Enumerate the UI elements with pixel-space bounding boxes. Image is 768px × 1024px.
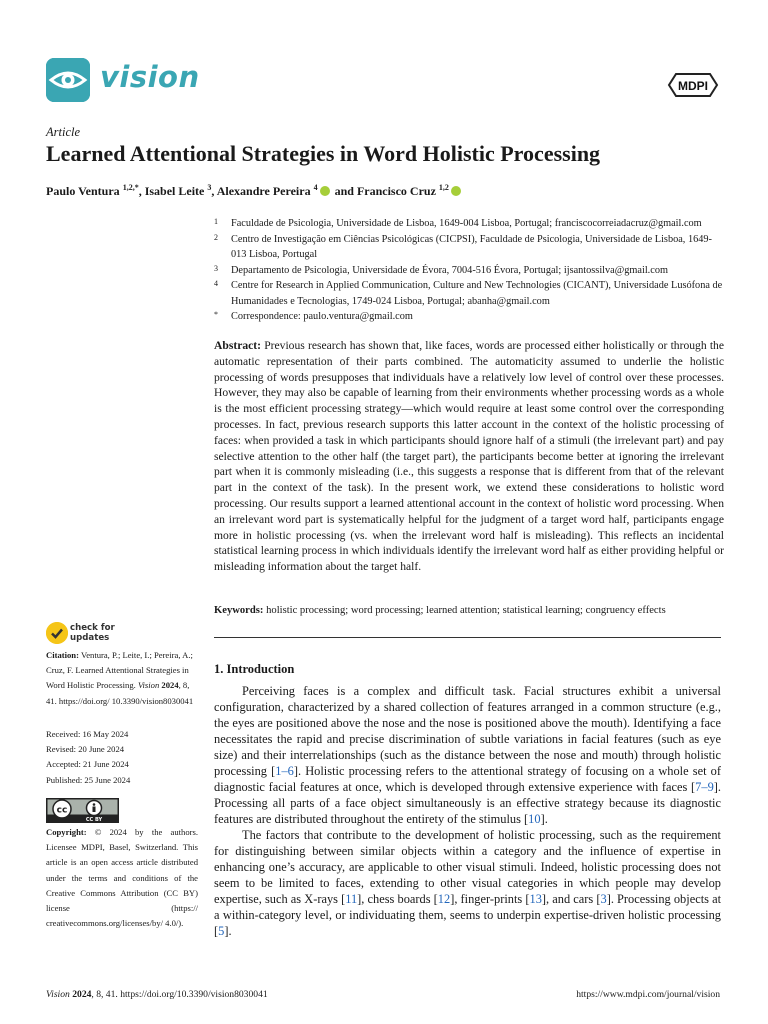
svg-text:MDPI: MDPI [678, 79, 708, 93]
section-divider [214, 637, 721, 638]
affiliation-item [214, 309, 724, 325]
abstract-text: Previous research has shown that, like faces, words are processed either holistically or through the automatic representation of their parts combined. The automaticity assumed to underlie the holistic processing of words presupposes that individuals have a relatively low level of control over these processes. However, they may also be capable of learning from their environments whether processing words as a whole is the most efficient processing strategy—which would require at least some control over the corresponding processes. In fact, previous research supports this latter account in the context of the holistic processing of faces: when provided a task in which participants should ignore half of a stimuli (the irrelevant part) and pay selective attention to the other half (the target part), the participants become better at ignoring the irrelevant part when it is commonly misleading (i.e., this suggests a response that is different from that of the relevant part in the context of the task). In the present work, we extend these considerations to holistic word processing. Our results support a learned attentional account in the context of holistic word processing. When an irrelevant word part is systematically helpful for the judgment of a target word half, participants engage more in holistic processing (vs. when the irrelevant word half is misleading). This reflects an incidental statistical learning process in which individuals identify the irrelevant word half as either providing helpful or misleading information about the target half. [214, 339, 724, 574]
journal-name[interactable]: vision [100, 60, 200, 94]
body-text-segment: ]. Holistic processing refers to the attentional strategy of focusing on a whole set of diagnostic facial features at once, which is developed through extensive experience with faces [ [214, 764, 721, 794]
publication-dates [46, 727, 198, 788]
author-name[interactable]: Isabel Leite [144, 184, 205, 198]
body-text-segment: ], finger-prints [ [450, 892, 530, 906]
body-text-segment: ]. Processing all parts of a face object simultaneously is an effective strategy because its diagnostic features are distributed throughout the entirety of the stimulus [ [214, 780, 721, 826]
body-text-segment: The factors that contribute to the development of holistic processing, such as the requirement for distinguishing between similar objects within a category and the influence of expertise in enhancing one’s accuracy, are applicable to other visual stimuli. Indeed, holistic processing does not seem to be limited to faces, extending to other visual categories in which people may develop expertise, such as X-rays [ [214, 828, 721, 906]
author-affiliation-marker: 1,2,* [122, 183, 139, 192]
affiliation-item [214, 216, 724, 232]
author-affiliation-marker: 3 [207, 183, 212, 192]
author-affiliation-marker: 1,2 [438, 183, 449, 192]
journal-logo-eye-icon [46, 58, 90, 102]
footer-doi-link[interactable]: , 8, 41. https://doi.org/10.3390/vision8030041 [91, 989, 268, 1000]
body-paragraph [214, 683, 721, 827]
publication-date: Published: 25 June 2024 [46, 774, 131, 785]
body-text-segment: ]. [224, 924, 232, 938]
reference-link[interactable]: 3 [600, 892, 607, 906]
body-text-segment: Perceiving faces is a complex and difficult task. Facial structures exhibit a universal configuration, characterized by a shared collection of features arranged in a common structure (e.g., the eyes are positioned above the nose and the nose is positioned above the mouth). Identifying a face necessitates the rapid and precise discrimination of subtle variations in facial features (such as eye size) and their interrelationships (such as the distance between the nose and mouth) through holistic processing [ [214, 684, 721, 778]
keywords-text: holistic processing; word processing; learned attention; statistical learning; congruency effects [266, 605, 666, 616]
reference-link[interactable]: 5 [218, 924, 225, 938]
affiliation-number: 2 [214, 232, 218, 242]
affiliation-number: 3 [214, 263, 218, 273]
article-title: Learned Attentional Strategies in Word Holistic Processing [46, 141, 601, 166]
orcid-icon[interactable] [451, 186, 461, 196]
affiliation-text: Departamento de Psicologia, Universidade de Évora, 7004-516 Évora, Portugal; ijsantossilva@gmail.com [231, 264, 668, 276]
affiliation-number: 4 [214, 279, 218, 288]
publication-date: Revised: 20 June 2024 [46, 744, 125, 755]
author-affiliation-marker: 4 [313, 183, 318, 192]
body-text-segment: ], chess boards [ [357, 892, 438, 906]
footer-citation: Vision 2024, 8, 41. https://doi.org/10.3390/vision8030041 [46, 989, 268, 1000]
reference-link[interactable]: 11 [345, 892, 358, 906]
affiliation-text: Faculdade de Psicologia, Universidade de Lisboa, 1649-004 Lisboa, Portugal; franciscocorreiadacruz@gmail.com [231, 218, 702, 229]
article-type: Article [46, 125, 81, 139]
reference-link[interactable]: 7–9 [695, 780, 714, 794]
keywords [214, 603, 734, 618]
body-text-segment: ]. Processing objects at a within-category level, or individuating them, seems to underpin expertise-driven holistic processing [ [214, 892, 722, 938]
abstract [214, 338, 724, 575]
check-for-updates-label: check for updates [70, 623, 115, 643]
author-name[interactable]: Alexandre Pereira [216, 184, 311, 198]
affiliation-text: Centre for Research in Applied Communication, Culture and New Technologies (CICANT), Universidade Lusófona de Humanidades e Tecnologias, 1749-024 Lisboa, Portugal; abanha@gmail.com [231, 280, 723, 307]
citation: Citation: Ventura, P.; Leite, I.; Pereira, A.; Cruz, F. Learned Attentional Strategies in Word Holistic Processing. Vision 2024, 8, 41. https://doi.org/ 10.3390/vision8030041 [46, 650, 194, 706]
author-list: Paulo Ventura $^{1,2,*}$, Isabel Leite $^3$, Alexandre Pereira $^4$ and Francisco Cruz $^{1,2}$ [46, 180, 726, 199]
orcid-icon[interactable] [320, 186, 330, 196]
copyright-notice: Copyright: © 2024 by the authors. Licensee MDPI, Basel, Switzerland. This article is an open access article distributed under the terms and conditions of the Creative Commons Attribution (CC BY) license (https:// creativecommons.org/licenses/by/ 4.0/). [46, 827, 198, 929]
affiliation-item [214, 278, 724, 309]
keywords-label: Keywords: [214, 605, 264, 616]
affiliation-text: Correspondence: paulo.ventura@gmail.com [231, 311, 413, 322]
svg-text:CC BY: CC BY [85, 817, 103, 823]
affiliation-number: 1 [214, 217, 218, 226]
check-for-updates-button[interactable] [46, 622, 126, 648]
reference-link[interactable]: 13 [529, 892, 542, 906]
svg-text:cc: cc [56, 805, 68, 816]
abstract-label: Abstract: [214, 339, 262, 352]
citation-doi[interactable]: , 8, 41. https://doi.org/ 10.3390/vision8030041 [46, 680, 194, 706]
body-text-segment: ], and cars [ [541, 892, 601, 906]
affiliation-item [214, 232, 724, 263]
author-name[interactable]: Paulo Ventura [46, 184, 120, 198]
reference-link[interactable]: 10 [528, 812, 541, 826]
reference-link[interactable]: 1–6 [275, 764, 294, 778]
affiliations [214, 216, 724, 325]
footer-journal-link[interactable]: https://www.mdpi.com/journal/vision [576, 989, 720, 1000]
check-icon [46, 622, 68, 644]
body-text-segment: ]. [540, 812, 548, 826]
publisher-logo[interactable] [666, 71, 720, 99]
section-heading-introduction: 1. Introduction [214, 662, 295, 676]
introduction-body [214, 683, 721, 939]
affiliation-number: * [214, 310, 218, 319]
publication-date: Received: 16 May 2024 [46, 729, 129, 739]
author-name[interactable]: Francisco Cruz [356, 184, 436, 198]
affiliation-item [214, 263, 724, 279]
publication-date: Accepted: 21 June 2024 [46, 759, 129, 770]
affiliation-text: Centro de Investigação em Ciências Psicológicas (CICPSI), Faculdade de Psicologia, Universidade de Lisboa, 1649-013 Lisboa, Portugal [231, 233, 712, 260]
body-paragraph [214, 827, 721, 939]
cc-by-license-badge[interactable] [46, 798, 119, 823]
reference-link[interactable]: 12 [437, 892, 451, 906]
